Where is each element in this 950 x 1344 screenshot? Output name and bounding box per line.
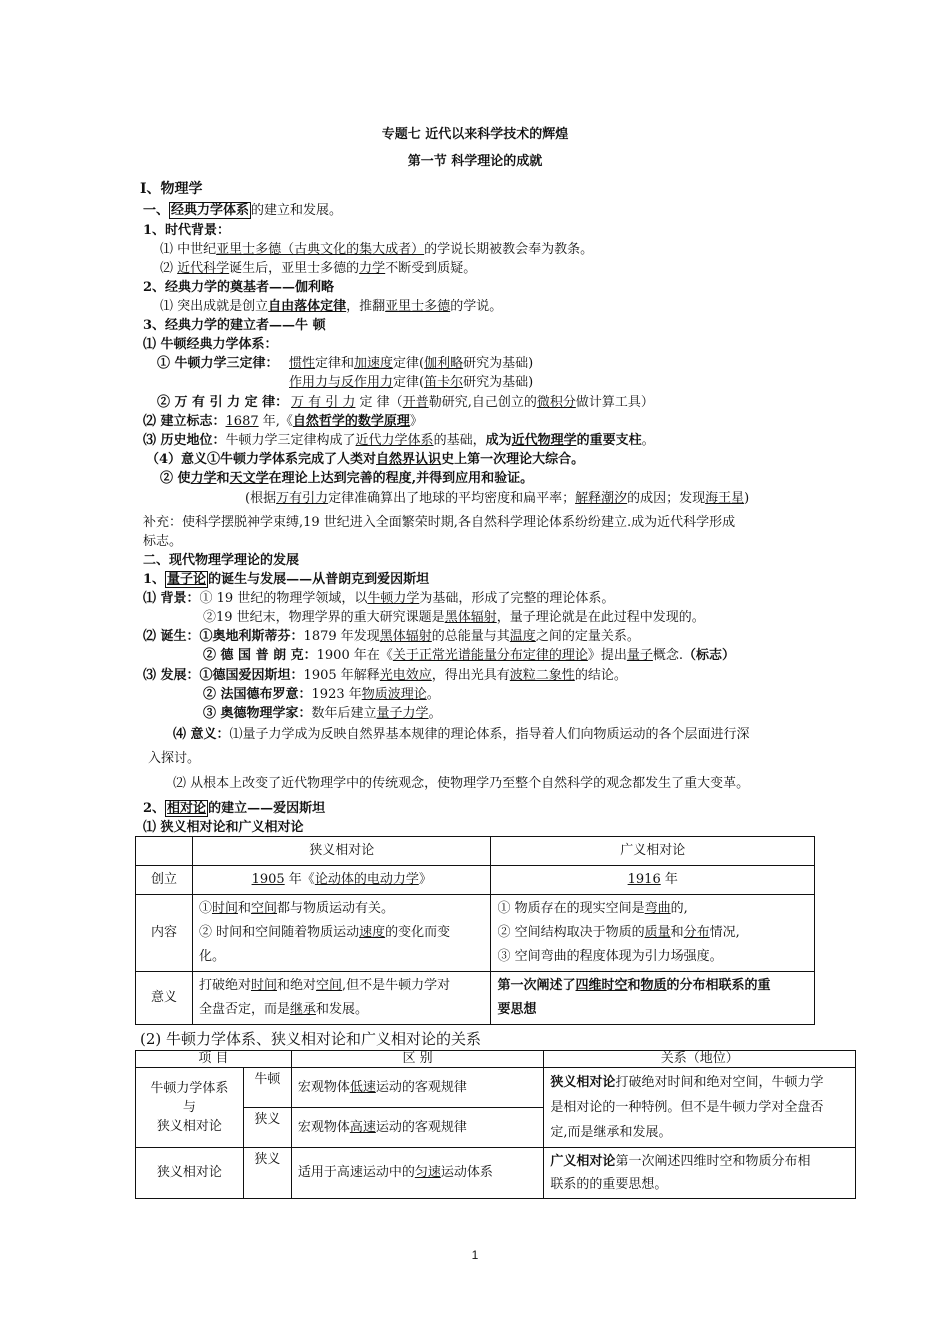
text-newton-system: ⑴ 牛顿经典力学体系： [143, 337, 278, 352]
text-significance-1: （4）意义①牛顿力学体系完成了人类对自然界认识史上第一次理论大综合。 [146, 452, 585, 467]
text-law-1: 惯性定律和加速度定律(伽利略研究为基础) [289, 356, 534, 371]
row-label: 狭义相对论 [136, 1148, 244, 1199]
subheading-newton: 3、经典力学的建立者——牛 顿 [143, 318, 326, 333]
text-quantum-meaning-1: ⑷ 意义：⑴量子力学成为反映自然界基本规律的理论体系，指导着人们向物质运动的各个层面进行深 [173, 727, 750, 742]
text-supplement-1: 补充：使科学摆脱神学束缚,19 世纪进入全面繁荣时期,各自然科学理论体系纷纷建立.成为近代科学形成 [143, 515, 736, 530]
text-quantum-meaning-1b: 入探讨。 [148, 751, 201, 766]
text-galileo: ⑴ 突出成就是创立自由落体定律，推翻亚里士多德的学说。 [160, 299, 503, 314]
text-milestone: ⑵ 建立标志：1687 年,《自然哲学的数学原理》 [143, 414, 423, 429]
table-row [136, 1148, 856, 1199]
table-cell: 1916 年 [491, 866, 815, 895]
text-quantum-meaning-2: ⑵ 从根本上改变了近代物理学中的传统观念，使物理学乃至整个自然科学的观念都发生了重大变革。 [173, 776, 750, 791]
text-historical-position: ⑶ 历史地位：牛顿力学三定律构成了近代力学体系的基础，成为近代物理学的重要支柱。 [143, 433, 655, 448]
table-row [136, 866, 815, 895]
row-label: 创立 [136, 866, 193, 895]
text-quantum-dev-2: ② 法国德布罗意：1923 年物质波理论。 [203, 687, 440, 702]
heading-modern-physics: 二、现代物理学理论的发展 [143, 553, 300, 568]
text-significance-3: (根据万有引力定律准确算出了地球的平均密度和扁平率；解释潮汐的成因；发现海王星) [245, 491, 750, 506]
table-header: 项 目 [136, 1051, 292, 1068]
table-header: 广义相对论 [491, 837, 815, 866]
table-row [136, 1068, 856, 1108]
table-cell: 1905 年《论动体的电动力学》 [192, 866, 491, 895]
table-cell: 打破绝对时间和绝对空间,但不是牛顿力学对 全盘否定，而是继承和发展。 [192, 972, 491, 1025]
subheading-galileo: 2、经典力学的奠基者——伽利略 [143, 280, 335, 295]
row-label: 意义 [136, 972, 193, 1025]
text-background-1: ⑴ 中世纪亚里士多德（古典文化的集大成者）的学说长期被教会奉为教条。 [160, 242, 594, 257]
table-cell: ① 物质存在的现实空间是弯曲的, ② 空间结构取决于物质的质量和分布情况, ③ 空间弯曲的程度体现为引力场强度。 [491, 895, 815, 972]
table-header: 关系（地位） [544, 1051, 856, 1068]
text-quantum-birth-2: ② 德 国 普 朗 克：1900 年在《关于正常光谱能量分布定律的理论》提出量子概念.（标志） [203, 648, 736, 663]
text-quantum-dev-1: ⑶ 发展：①德国爱因斯坦：1905 年解释光电效应，得出光具有波粒二象性的结论。 [143, 668, 627, 683]
text-quantum-birth-1: ⑵ 诞生：①奥地利斯蒂芬：1879 年发现黑体辐射的总能量与其温度之间的定量关系。 [143, 629, 640, 644]
text-quantum-bg-2: ②19 世纪末，物理学界的重大研究课题是黑体辐射，量子理论就是在此过程中发现的。 [203, 610, 705, 625]
heading-special-general: ⑴ 狭义相对论和广义相对论 [143, 820, 304, 835]
label-three-laws: ① 牛顿力学三定律： [157, 356, 279, 371]
table-header: 区 别 [291, 1051, 544, 1068]
relativity-table [135, 836, 815, 1025]
sub-label: 狭义 [243, 1148, 291, 1199]
subheading-background: 1、时代背景： [143, 223, 231, 238]
page-title: 专题七 近代以来科学技术的辉煌 [381, 127, 569, 142]
table-cell: 狭义相对论打破绝对时间和绝对空间，牛顿力学 是相对论的一种特例。但不是牛顿力学对全盘否 定,而是继承和发展。 [544, 1068, 856, 1148]
heading-classical-mechanics: 一、 经典力学体系 的建立和发展。 [143, 203, 343, 218]
text-supplement-2: 标志。 [143, 534, 183, 549]
sub-label: 狭义 [243, 1108, 291, 1148]
page-number: 1 [471, 1248, 479, 1262]
section-title: 第一节 科学理论的成就 [407, 154, 543, 169]
table-row [136, 972, 815, 1025]
text-background-2: ⑵ 近代科学诞生后，亚里士多德的力学不断受到质疑。 [160, 261, 477, 276]
table-row [136, 837, 815, 866]
table-cell: 第一次阐述了四维时空和物质的分布相联系的重 要思想 [491, 972, 815, 1025]
text-quantum-bg-1: ⑴ 背景：① 19 世纪的物理学领域，以牛顿力学为基础，形成了完整的理论体系。 [143, 591, 615, 606]
text-significance-2: ② 使力学和天文学在理论上达到完善的程度,并得到应用和验证。 [160, 471, 534, 486]
text-quantum-dev-3: ③ 奥德物理学家：数年后建立量子力学。 [203, 706, 442, 721]
table-header: 狭义相对论 [192, 837, 491, 866]
heading-relativity: 2、 相对论 的建立——爱因斯坦 [143, 801, 326, 816]
table-cell: 宏观物体高速运动的客观规律 [291, 1108, 544, 1148]
table-cell: ①时间和空间都与物质运动有关。 ② 时间和空间随着物质运动速度的变化而变 化。 [192, 895, 491, 972]
table-cell: 适用于高速运动中的匀速运动体系 [291, 1148, 544, 1199]
table2-caption: (2) 牛顿力学体系、狭义相对论和广义相对论的关系 [140, 1030, 482, 1048]
label-gravitation: ② 万 有 引 力 定 律： [157, 395, 289, 410]
table-cell: 宏观物体低速运动的客观规律 [291, 1068, 544, 1108]
heading-quantum: 1、 量子论 的诞生与发展——从普朗克到爱因斯坦 [143, 572, 430, 587]
row-label: 牛顿力学体系 与 狭义相对论 [136, 1068, 244, 1148]
table-row [136, 895, 815, 972]
table-row [136, 1051, 856, 1068]
relation-table [135, 1050, 856, 1199]
table-cell: 广义相对论第一次阐述四维时空和物质分布相 联系的的重要思想。 [544, 1148, 856, 1199]
text-law-2: 作用力与反作用力定律(笛卡尔研究为基础) [289, 375, 534, 390]
row-label: 内容 [136, 895, 193, 972]
sub-label: 牛顿 [243, 1068, 291, 1108]
text-gravitation: 万 有 引 力 定 律（开普勒研究,自己创立的微积分做计算工具） [291, 395, 654, 410]
heading-physics: Ⅰ、物理学 [140, 181, 203, 197]
